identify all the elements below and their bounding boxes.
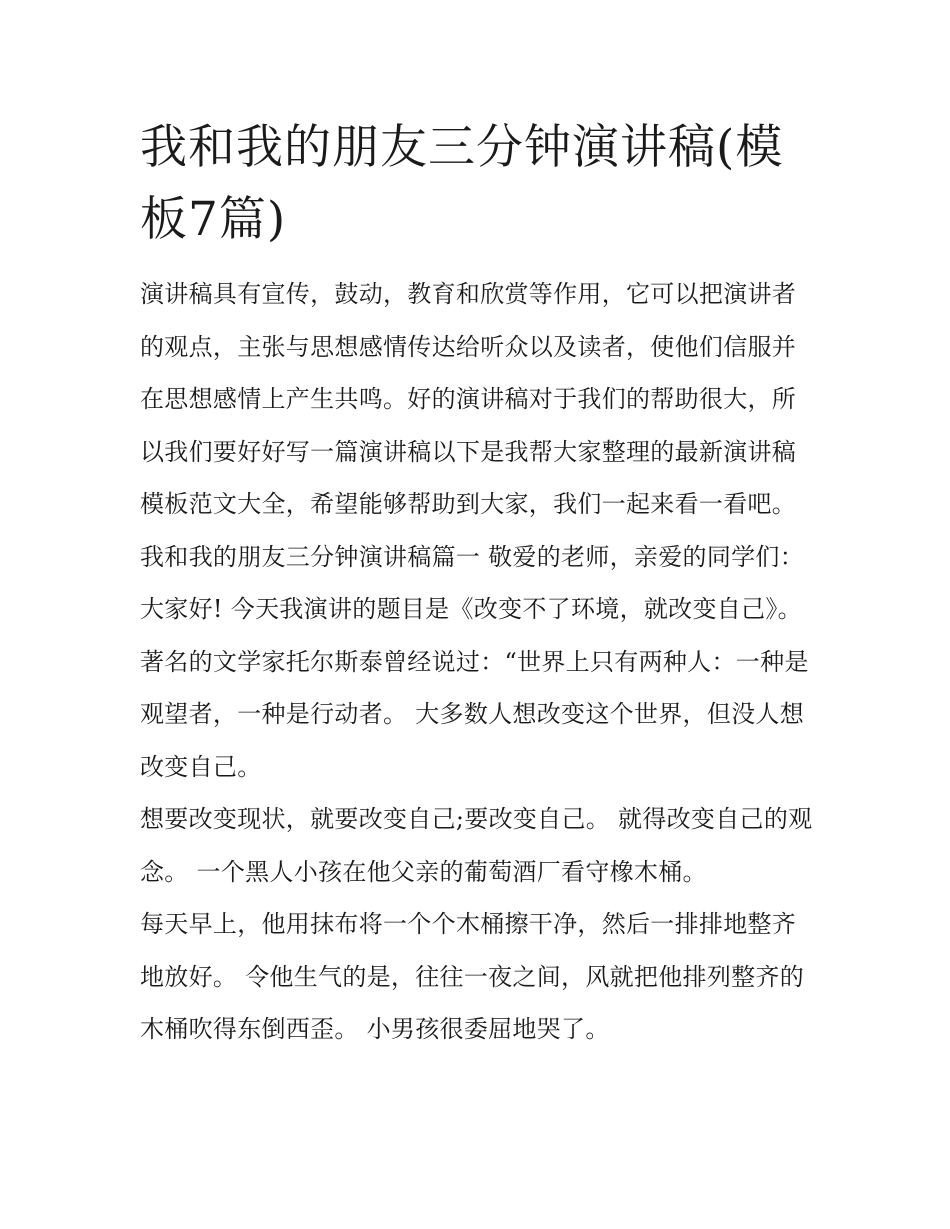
document-title: 我和我的朋友三分钟演讲稿(模板7篇) bbox=[140, 120, 784, 247]
paragraph-wooden-barrels: 每天早上，他用抹布将一个个木桶擦干净，然后一排排地整齐地放好。 令他生气的是，往往一夜之间，风就把他排列整齐的木桶吹得东倒西歪。 小男孩很委屈地哭了。 bbox=[140, 910, 805, 1043]
paragraph-speech-opening: 我和我的朋友三分钟演讲稿篇一 敬爱的老师，亲爱的同学们： 大家好! 今天我演讲的题目是《改变不了环境，就改变自己》。 bbox=[140, 542, 805, 623]
paragraph-change-yourself: 想要改变现状，就要改变自己;要改变自己。 就得改变自己的观念。 一个黑人小孩在他父亲的葡萄酒厂看守橡木桶。 bbox=[140, 805, 813, 886]
paragraph-tolstoy-quote: 著名的文学家托尔斯泰曾经说过：“世界上只有两种人：一种是观望者，一种是行动者。 大多数人想改变这个世界，但没人想改变自己。 bbox=[140, 647, 809, 781]
document-page bbox=[140, 112, 815, 1056]
paragraph-intro: 演讲稿具有宣传，鼓动，教育和欣赏等作用，它可以把演讲者的观点，主张与思想感情传达给听众以及读者，使他们信服并在思想感情上产生共鸣。好的演讲稿对于我们的帮助很大，所以我们要好好写一篇演讲稿以下是我帮大家整理的最新演讲稿模板范文大全，希望能够帮助到大家，我们一起来看一看吧。 bbox=[140, 280, 797, 518]
